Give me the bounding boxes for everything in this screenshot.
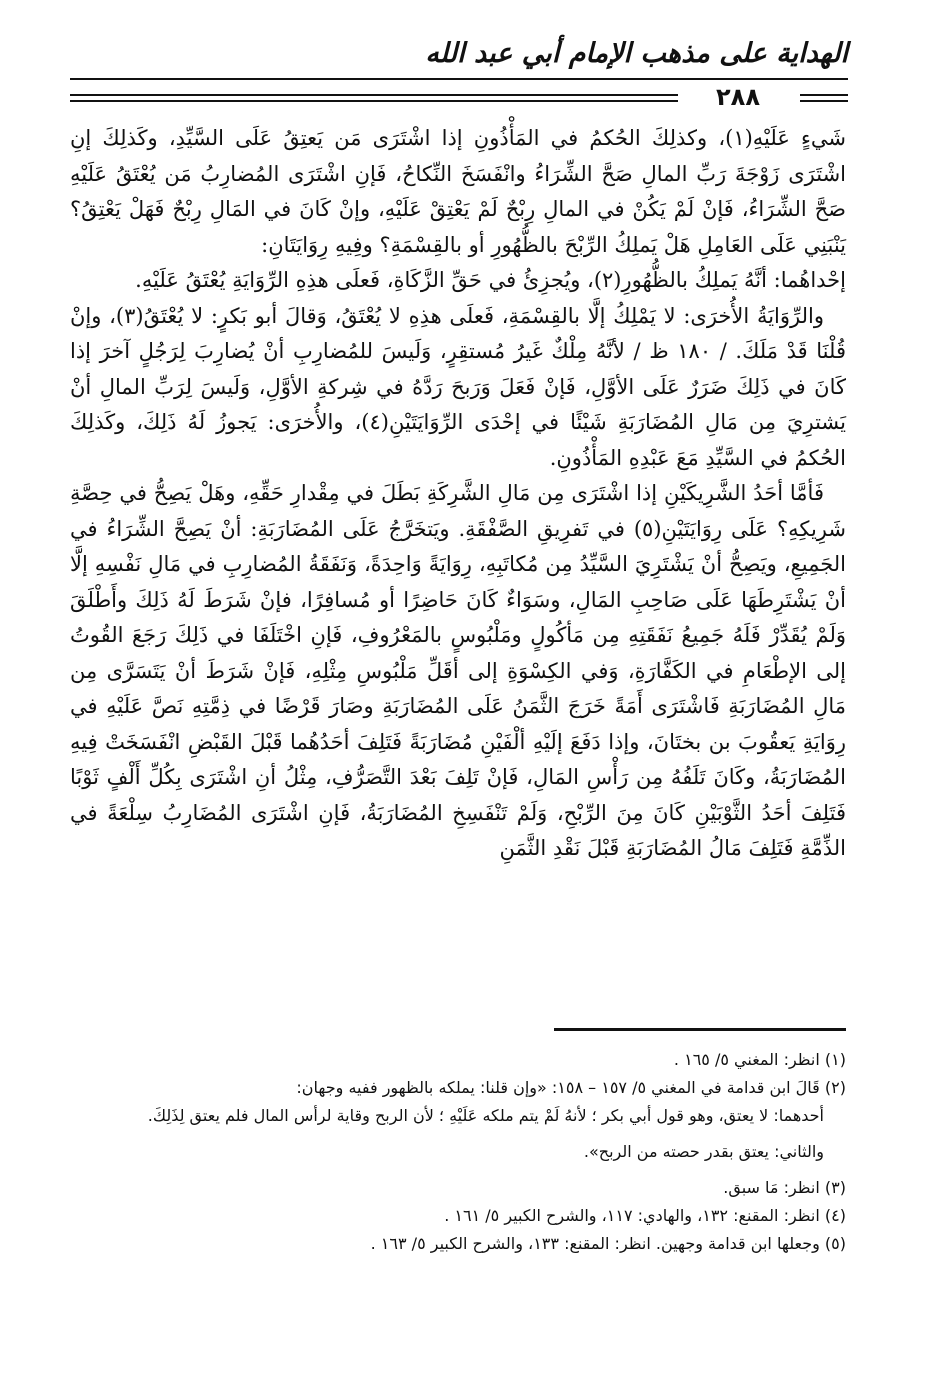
- spacer: [70, 1166, 846, 1174]
- page-number: ٢٨٨: [716, 83, 760, 111]
- footnote-2-first-view: أحدهما: لا يعتق، وهو قول أبي بكر ؛ لأنهُ لَمْ يتم ملكه عَلَيْهِ ؛ لأن الربح وقاية لرأس المال فلم يعتق لِذَلِكَ.: [147, 1106, 824, 1125]
- running-title: الهداية على مذهب الإمام أبي عبد الله: [425, 38, 848, 69]
- main-text: [70, 121, 846, 867]
- footnote-5: (٥) وجعلها ابن قدامة وجهين. انظر: المقنع: ١٣٣، والشرح الكبير ٥/ ١٦٣ .: [370, 1234, 846, 1253]
- page-number-row: [70, 83, 848, 111]
- footnote-2: (٢) قَالَ ابن قدامة في المغني ٥/ ١٥٧ – ١٥٨: «وإن قلنا: يملكه بالظهور ففيه وجهان:: [296, 1078, 846, 1097]
- footnote-3: (٣) انظر: مَا سبق.: [723, 1178, 846, 1197]
- paragraph: إحْداهُما: أنَّهُ يَملِكُ بالظُّهُورِ(٢)، ويُجزِئُ في حَقِّ الزَّكَاةِ، فَعلَى هذِهِ الرِّوَايَةِ يُعْتَقُ عَلَيْهِ.: [135, 268, 846, 292]
- footnote-1: (١) انظر: المغني ٥/ ١٦٥ .: [673, 1050, 846, 1069]
- paragraph: فَأمَّا أحَدُ الشَّرِيكَيْنِ إذا اشْتَرَى مِن مَالِ الشَّرِكَةِ بَطَلَ في مِقْدارِ حَقِّهِ، وهَلْ يَصِحُّ في حِصَّةِ شَرِيكِهِ؟ عَلَى رِوَايَتَيْنِ(٥) في تَفرِيقِ الصَّفْقَةِ. ويَتخَرَّجُ عَلَى المُضَارَبَةِ: أنْ يَصِحَّ الشِّرَاءُ في الجَمِيعِ، ويَصِحُّ أنْ يَشْتَرِيَ السَّيِّدُ مِن مُكاتَبِهِ، رِوَايَةً وَاحِدَةً، وَنَفَقَةُ المُضارِبِ في مَالِ نَفْسِهِ إلَّا أنْ يَشْتَرِطَهَا عَلَى صَاحِبِ المَالِ، وسَوَاءٌ كَانَ حَاضِرًا أو مُسافِرًا، فإنْ شَرَطَ لَهُ ذَلِكَ وأَطْلَقَ وَلَمْ يُقَدِّرْ فَلَهُ جَمِيعُ نَفَقَتِهِ مِن مَأكُولٍ ومَلْبُوسٍ بالمَعْرُوفِ، فَإنِ اخْتَلَفَا في ذَلِكَ رَجَعَ القُوتُ إلى الإطْعَامِ في الكَفَّارَةِ، وَفي الكِسْوَةِ إلى أقَلِّ مَلْبُوسِ مِثْلِهِ، فَإنْ شَرَطَ أنْ يَتَسَرَّى مِن مَالِ المُضَارَبَةِ فَاشْتَرَى أَمَةً خَرَجَ الثَّمَنُ عَلَى المُضَارَبَةِ وصَارَ قَرْضًا في ذِمَّتِهِ نَصَّ عَلَيْهِ في رِوَايَةِ يَعقُوبَ بن بختَانَ، وإذا دَفَعَ إلَيْهِ ألْفَيْنِ مُضَارَبَةً فَتَلِفَ أحَدُهُما قَبْلَ القَبْضِ انْفَسَخَتْ فِيهِ المُضَارَبَةُ، وكَانَ تَلَفُهُ مِن رَأْسِ المَالِ، فَإنْ تَلِفَ بَعْدَ التَّصَرُّفِ، مِثْلُ أنِ اشْتَرَى بِكُلِّ أَلْفٍ ثَوْبًا فَتَلِفَ أحَدُ الثَّوْبَيْنِ كَانَ مِنَ الرِّبْحِ، وَلَمْ تَنْفَسِخِ المُضَارَبَةُ، فَإنِ اشْتَرَى المُضَارِبُ سِلْعَةً في الذِّمَّةِ فَتَلِفَ مَالُ المُضَارَبَةِ قَبْلَ نَقْدِ الثَّمَنِ: [70, 481, 846, 860]
- paragraph: شَيءٍ عَلَيْهِ(١)، وكذلِكَ الحُكمُ في المَأْذُونِ إذا اشْتَرَى مَن يَعتِقُ عَلَى السَّيِّدِ، وكَذلِكَ إنِ اشْتَرَى زَوْجَةَ رَبِّ المالِ صَحَّ الشِّرَاءُ وانْفَسَخَ النِّكاحُ، فَإنِ اشْتَرَى المُضارِبُ مَن يُعْتَقُ عَلَيْهِ صَحَّ الشِّرَاءُ، فَإنْ لَمْ يَكُنْ في المالِ رِبْحٌ لَمْ يَعْتِقْ عَلَيْهِ، وإنْ كَانَ في المَالِ رِبْحٌ فَهَلْ يَعْتِقُ؟ يَنْبَنِي عَلَى العَامِلِ هَلْ يَملِكُ الرِّبْحَ بالظُّهُورِ أو بالقِسْمَةِ؟ وفِيهِ رِوَايَتَانِ:: [70, 126, 847, 257]
- header-rule: [70, 78, 848, 80]
- paragraph: والرِّوَايَةُ الأُخرَى: لا يَمْلِكُ إلَّا بالقِسْمَةِ، فَعلَى هذِهِ لا يُعْتَقُ، وَقالَ أبو بَكرٍ: لا يُعْتَقُ(٣)، وإنْ قُلْنَا قَدْ مَلَكَ. / ١٨٠ ظ / لأنَّهُ مِلْكٌ غَيرُ مُستقِرٍ، وَلَيسَ للمُضارِبِ أنْ يُضارِبَ لِرَجُلٍ آخرَ إذا كَانَ في ذَلِكَ ضَرَرٌ عَلَى الأوَّلِ، فَإنْ فَعَلَ وَرَبحَ رَدَّهُ في شِركةِ الأوَّلِ، وَلَيسَ لِرَبِّ المالِ أنْ يَشترِيَ مِن مَالِ المُضَارَبَةِ شَيْئًا في إحْدَى الرِّوَايَتَيْنِ(٤)، والأُخرَى: يَجوزُ لَهُ ذَلِكَ، وكَذلِكَ الحُكمُ في السَّيِّدِ مَعَ عَبْدِهِ المَأْذُونِ.: [70, 303, 847, 470]
- footnote-2-second-view: والثاني: يعتق بقدر حصته من الربح».: [583, 1142, 824, 1161]
- double-rule-left: [70, 94, 678, 102]
- spacer: [70, 1130, 846, 1138]
- page-header: [70, 38, 848, 78]
- double-rule-right: [800, 94, 848, 102]
- footnotes: [70, 1046, 846, 1258]
- footnote-separator: [554, 1028, 846, 1031]
- footnote-4: (٤) انظر: المقنع: ١٣٢، والهادي: ١١٧، والشرح الكبير ٥/ ١٦١ .: [444, 1206, 846, 1225]
